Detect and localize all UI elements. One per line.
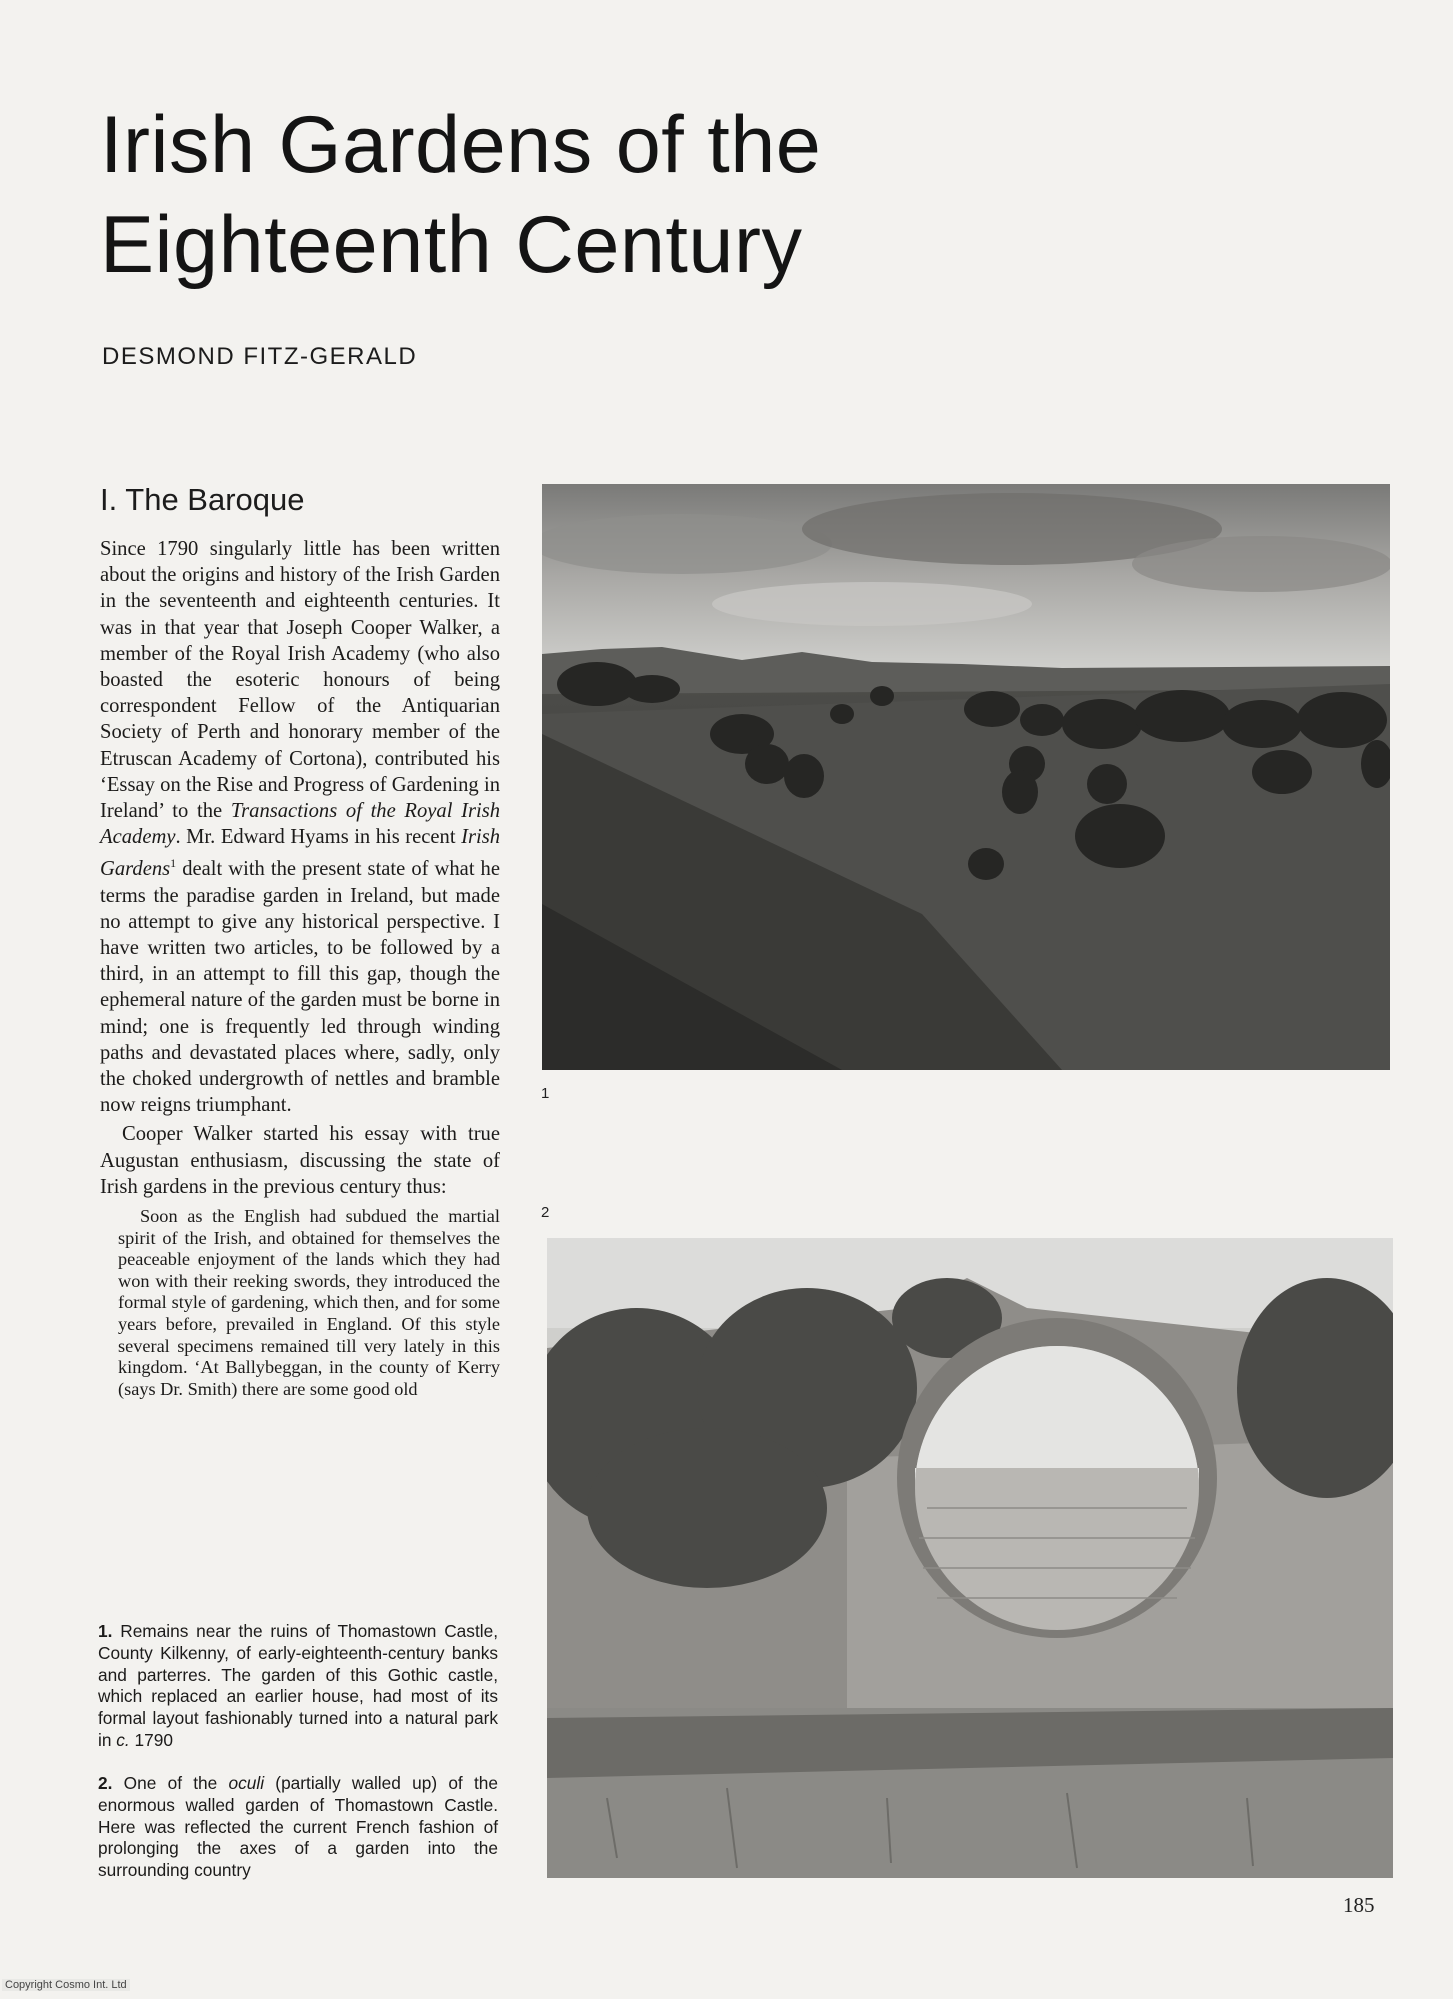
author-byline: DESMOND FITZ-GERALD [102, 343, 418, 370]
journal-title: Transactions of the Royal Irish Academy [100, 800, 501, 849]
figure-1-number: 1 [541, 1085, 550, 1102]
title-line-1: Irish Gardens of the [100, 100, 822, 190]
page-number: 185 [1343, 1893, 1375, 1917]
footnote-marker: 1 [170, 856, 177, 871]
figure-2-photo [547, 1238, 1393, 1878]
section-heading: I. The Baroque [100, 482, 305, 517]
block-quote: Soon as the English had subdued the martial spirit of the Irish, and obtained for themselves the peaceable enjoyment of the lands which they had won with their reeking swords, they introduced the formal style of gardening, which then, and for some years before, prevailed in England. Of this style several specimens remained till very lately in this kingdom. ‘At Ballybeggan, in the county of Kerry (says Dr. Smith) there are some good old [118, 1205, 500, 1399]
copyright-notice: Copyright Cosmo Int. Ltd [2, 1979, 130, 1991]
body-paragraph-1: Since 1790 singularly little has been written about the origins and history of the Irish Garden in the seventeenth and eighteenth centuries. It was in that year that Joseph Cooper Walker, a member of the Royal Irish Academy (who also boasted the esoteric honours of being correspondent Fellow of the Antiquarian Society of Perth and honorary member of the Etruscan Academy of Cortona), contributed his ‘Essay on the Rise and Progress of Gardening in Ireland’ to the Transactions of the Royal Irish Academy. Mr. Edward Hyams in his recent Irish Gardens$^1$ dealt with the present state of what he terms the paradise garden in Ireland, but made no attempt to give any historical perspective. I have written two articles, to be followed by a third, in an attempt to fill this gap, though the ephemeral nature of the garden must be borne in mind; one is frequently led through winding paths and devastated places where, sadly, only the choked undergrowth of nettles and bramble now reigns triumphant. [100, 538, 501, 1117]
figure-1-photo [542, 484, 1390, 1070]
figure-2-caption: 2. One of the oculi (partially walled up) of the enormous walled garden of Thomastown Castle. Here was reflected the current French fashion of prolonging the axes of a garden into the surrounding country [98, 1773, 498, 1881]
figure-2-number: 2 [541, 1204, 550, 1221]
article-title [100, 95, 980, 295]
book-title: Irish Gardens [100, 826, 500, 881]
body-paragraph-2: Cooper Walker started his essay with true Augustan enthusiasm, discussing the state of Irish gardens in the previous century thus: [100, 1123, 500, 1198]
title-line-2: Eighteenth Century [100, 200, 803, 290]
figure-1-caption: 1. Remains near the ruins of Thomastown Castle, County Kilkenny, of early-eighteenth-century banks and parterres. The garden of this Gothic castle, which replaced an earlier house, had most of its formal layout fashionably turned into a natural park in c. 1790 [98, 1621, 498, 1750]
body-column [100, 536, 500, 1400]
